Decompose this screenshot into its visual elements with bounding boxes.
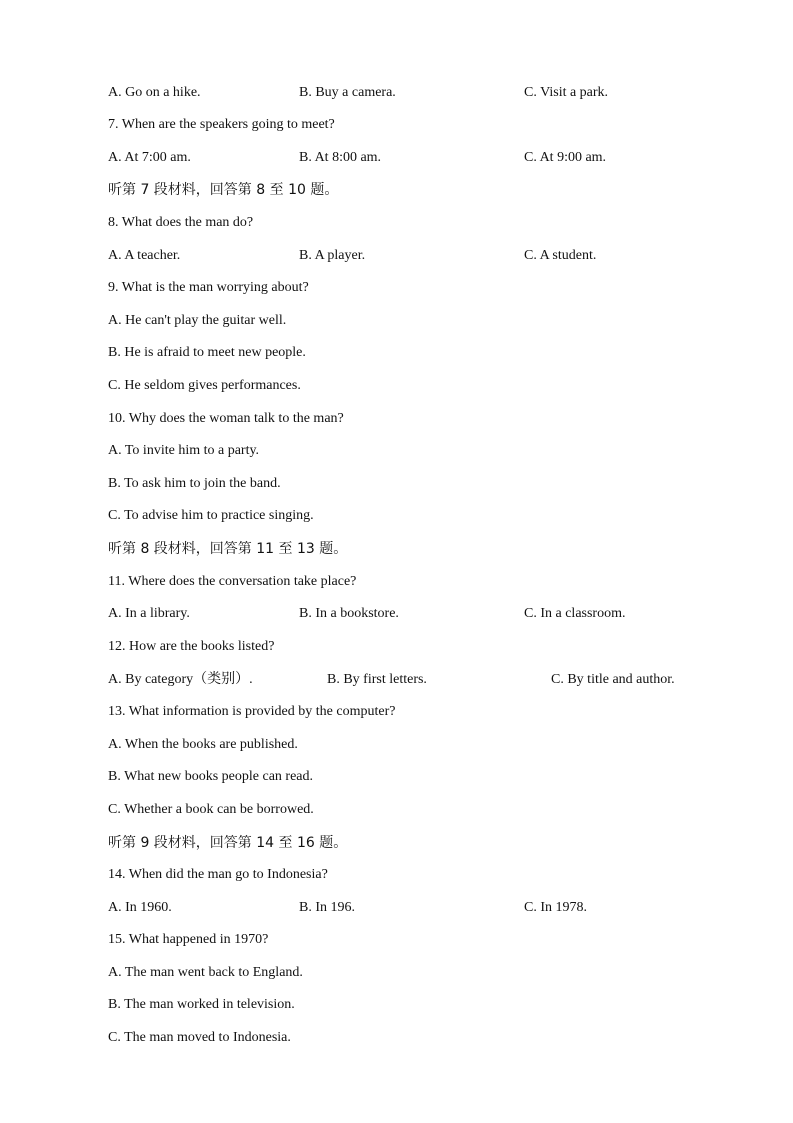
q11-question: 11. Where does the conversation take place? xyxy=(108,574,357,589)
q7-option-c: C. At 9:00 am. xyxy=(524,150,607,165)
q10-option-b: B. To ask him to join the band. xyxy=(108,476,281,491)
q14-question: 14. When did the man go to Indonesia? xyxy=(108,867,328,882)
q11-option-a: A. In a library. xyxy=(108,606,190,621)
q9-question: 9. What is the man worrying about? xyxy=(108,280,309,295)
q8-option-a: A. A teacher. xyxy=(108,248,181,263)
q10-option-c: C. To advise him to practice singing. xyxy=(108,508,314,523)
q10-question: 10. Why does the woman talk to the man? xyxy=(108,411,344,426)
q12-option-c: C. By title and author. xyxy=(551,672,675,687)
q15-option-c: C. The man moved to Indonesia. xyxy=(108,1030,291,1045)
q14-option-a: A. In 1960. xyxy=(108,900,172,915)
q15-question: 15. What happened in 1970? xyxy=(108,932,269,947)
q12-option-b: B. By first letters. xyxy=(327,672,427,687)
q7-question: 7. When are the speakers going to meet? xyxy=(108,117,335,132)
q9-option-b: B. He is afraid to meet new people. xyxy=(108,345,306,360)
q6-option-c: C. Visit a park. xyxy=(524,85,609,100)
q11-option-c: C. In a classroom. xyxy=(524,606,626,621)
q8-option-b: B. A player. xyxy=(299,248,366,263)
q8-option-c: C. A student. xyxy=(524,248,597,263)
section-9-heading: 听第 9 段材料，回答第 14 至 16 题。 xyxy=(108,835,348,851)
q7-option-b: B. At 8:00 am. xyxy=(299,150,382,165)
q9-option-c: C. He seldom gives performances. xyxy=(108,378,301,393)
q7-option-a: A. At 7:00 am. xyxy=(108,150,191,165)
q14-option-c: C. In 1978. xyxy=(524,900,587,915)
q13-question: 13. What information is provided by the computer? xyxy=(108,704,396,719)
q13-option-a: A. When the books are published. xyxy=(108,737,298,752)
q15-option-a: A. The man went back to England. xyxy=(108,965,303,980)
q12-option-a: A. By category（类别）. xyxy=(108,672,253,687)
q6-option-b: B. Buy a camera. xyxy=(299,85,396,100)
q9-option-a: A. He can't play the guitar well. xyxy=(108,313,287,328)
q11-option-b: B. In a bookstore. xyxy=(299,606,399,621)
section-8-heading: 听第 8 段材料，回答第 11 至 13 题。 xyxy=(108,541,348,557)
q12-question: 12. How are the books listed? xyxy=(108,639,275,654)
q8-question: 8. What does the man do? xyxy=(108,215,254,230)
q13-option-c: C. Whether a book can be borrowed. xyxy=(108,802,314,817)
q6-option-a: A. Go on a hike. xyxy=(108,85,201,100)
section-7-heading: 听第 7 段材料，回答第 8 至 10 题。 xyxy=(108,182,339,198)
q10-option-a: A. To invite him to a party. xyxy=(108,443,260,458)
q15-option-b: B. The man worked in television. xyxy=(108,997,295,1012)
q14-option-b: B. In 196. xyxy=(299,900,355,915)
q13-option-b: B. What new books people can read. xyxy=(108,769,314,784)
